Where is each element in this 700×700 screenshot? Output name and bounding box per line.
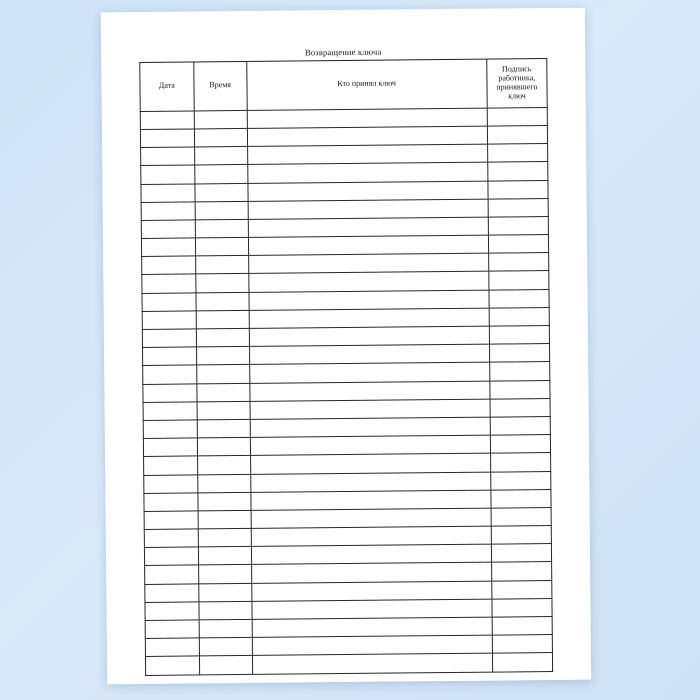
cell-signature-value	[493, 635, 552, 653]
cell-receiver[interactable]	[248, 181, 488, 201]
column-header-receiver: Кто принял ключ	[246, 59, 487, 110]
cell-time-value	[196, 311, 248, 329]
cell-date-value	[142, 257, 195, 275]
cell-date-value	[142, 275, 195, 293]
cell-signature-value	[492, 581, 551, 599]
cell-time[interactable]	[199, 638, 252, 657]
cell-signature-value	[489, 272, 548, 290]
cell-signature-value	[492, 599, 551, 617]
cell-receiver[interactable]	[248, 253, 488, 273]
cell-signature-value	[488, 181, 547, 199]
cell-receiver-value	[251, 527, 490, 546]
cell-signature[interactable]	[490, 398, 550, 417]
cell-signature[interactable]	[492, 598, 552, 617]
cell-time[interactable]	[197, 456, 250, 475]
table-header	[140, 59, 547, 111]
cell-receiver-value	[251, 490, 490, 509]
cell-receiver[interactable]	[251, 508, 491, 528]
cell-receiver[interactable]	[249, 308, 489, 328]
cell-signature[interactable]	[491, 526, 551, 545]
column-header-time: Время	[193, 62, 246, 111]
cell-time-value	[199, 547, 251, 565]
cell-signature-value	[491, 508, 550, 526]
cell-receiver-value	[249, 290, 488, 309]
cell-date-value	[143, 384, 196, 402]
cell-receiver-value	[250, 399, 489, 418]
cell-date-value	[141, 166, 194, 184]
cell-signature[interactable]	[490, 380, 550, 399]
cell-date-value	[145, 566, 198, 584]
cell-receiver-value	[252, 618, 491, 637]
cell-signature[interactable]	[488, 198, 548, 217]
cell-time-value	[195, 202, 247, 220]
cell-signature[interactable]	[489, 307, 549, 326]
cell-receiver-value	[250, 381, 489, 400]
cell-date[interactable]	[142, 311, 196, 330]
cell-time-value	[195, 147, 247, 165]
cell-time[interactable]	[198, 528, 251, 547]
cell-receiver[interactable]	[249, 290, 489, 310]
cell-receiver-value	[249, 308, 488, 327]
cell-receiver[interactable]	[252, 617, 492, 637]
key-return-table	[139, 59, 553, 676]
cell-signature-value	[488, 199, 547, 217]
cell-receiver[interactable]	[251, 526, 491, 546]
cell-time-value	[199, 565, 251, 583]
cell-time-value	[197, 384, 249, 402]
cell-receiver-value	[248, 127, 487, 146]
cell-time-value	[198, 511, 250, 529]
cell-date-value	[141, 148, 194, 166]
cell-date-value	[144, 402, 197, 420]
cell-signature[interactable]	[488, 216, 548, 235]
cell-receiver[interactable]	[250, 399, 490, 419]
cell-date-value	[141, 111, 194, 129]
column-header-signature: Подпись работника, принявшего ключ	[487, 59, 548, 108]
cell-signature-value	[489, 290, 548, 308]
cell-receiver-value	[249, 327, 488, 346]
cell-date[interactable]	[144, 511, 198, 530]
cell-time[interactable]	[194, 110, 247, 129]
cell-receiver-value	[248, 145, 487, 164]
cell-signature-value	[489, 253, 548, 271]
cell-time[interactable]	[194, 165, 247, 184]
cell-date[interactable]	[142, 256, 196, 275]
cell-date-value	[146, 620, 199, 638]
cell-signature-value	[492, 562, 551, 580]
cell-time-value	[200, 656, 252, 674]
cell-time-value	[200, 638, 252, 656]
cell-receiver-value	[249, 254, 488, 273]
cell-date[interactable]	[143, 384, 197, 403]
cell-signature-value	[492, 617, 551, 635]
cell-time[interactable]	[196, 365, 249, 384]
cell-signature[interactable]	[491, 562, 551, 581]
cell-time[interactable]	[198, 583, 251, 602]
cell-signature[interactable]	[487, 126, 547, 145]
cell-signature[interactable]	[488, 253, 548, 272]
cell-receiver-value	[249, 236, 488, 255]
cell-date[interactable]	[145, 565, 199, 584]
cell-date-value	[145, 530, 198, 548]
cell-date-value	[144, 457, 197, 475]
cell-date[interactable]	[144, 547, 198, 566]
cell-signature-value	[490, 417, 549, 435]
cell-date[interactable]	[141, 202, 195, 221]
cell-time-value	[196, 220, 248, 238]
cell-time-value	[196, 293, 248, 311]
cell-receiver-value	[248, 199, 487, 218]
cell-date[interactable]	[143, 347, 197, 366]
cell-receiver-value	[252, 545, 491, 564]
cell-date[interactable]	[145, 602, 199, 621]
cell-date[interactable]	[144, 493, 198, 512]
cell-signature[interactable]	[490, 453, 550, 472]
cell-time[interactable]	[197, 383, 250, 402]
cell-time[interactable]	[197, 438, 250, 457]
cell-signature[interactable]	[489, 362, 549, 381]
cell-time[interactable]	[198, 510, 251, 529]
cell-signature[interactable]	[491, 544, 551, 563]
cell-date-value	[144, 439, 197, 457]
cell-signature[interactable]	[492, 617, 552, 636]
cell-signature[interactable]	[490, 435, 550, 454]
cell-date-value	[143, 348, 196, 366]
cell-receiver-value	[251, 454, 490, 473]
cell-date[interactable]	[145, 656, 199, 675]
cell-receiver-value	[251, 472, 490, 491]
cell-time[interactable]	[195, 219, 248, 238]
cell-receiver[interactable]	[249, 363, 489, 383]
cell-date-value	[143, 311, 196, 329]
page-title: Возвращение ключа	[139, 46, 547, 63]
cell-receiver-value	[250, 363, 489, 382]
cell-time-value	[199, 620, 251, 638]
cell-time[interactable]	[196, 328, 249, 347]
cell-date[interactable]	[144, 529, 198, 548]
cell-date[interactable]	[140, 111, 194, 130]
cell-receiver-value	[250, 418, 489, 437]
cell-date[interactable]	[141, 238, 195, 257]
cell-signature[interactable]	[487, 107, 547, 126]
cell-date-value	[143, 329, 196, 347]
cell-time-value	[199, 602, 251, 620]
cell-date-value	[145, 511, 198, 529]
cell-date-value	[143, 366, 196, 384]
cell-signature-value	[489, 235, 548, 253]
cell-signature-value	[491, 435, 550, 453]
cell-receiver[interactable]	[247, 162, 487, 182]
cell-time-value	[195, 165, 247, 183]
cell-date-value	[142, 293, 195, 311]
cell-time-value	[196, 256, 248, 274]
cell-time-value	[198, 493, 250, 511]
cell-receiver[interactable]	[247, 108, 487, 128]
cell-receiver-value	[251, 436, 490, 455]
cell-time-value	[198, 438, 250, 456]
cell-time[interactable]	[198, 547, 251, 566]
cell-time[interactable]	[199, 601, 252, 620]
cell-receiver-value	[247, 108, 486, 127]
cell-receiver[interactable]	[248, 217, 488, 237]
cell-date[interactable]	[144, 474, 198, 493]
cell-receiver[interactable]	[250, 453, 490, 473]
document-sheet	[101, 8, 591, 685]
cell-time-value	[197, 329, 249, 347]
cell-date[interactable]	[142, 329, 196, 348]
cell-date-value	[142, 220, 195, 238]
cell-receiver-value	[248, 181, 487, 200]
table-header-row	[140, 59, 547, 111]
cell-receiver[interactable]	[248, 235, 488, 255]
cell-time-value	[198, 474, 250, 492]
cell-time[interactable]	[194, 147, 247, 166]
cell-receiver[interactable]	[247, 144, 487, 164]
cell-date[interactable]	[145, 638, 199, 657]
cell-time-value	[197, 365, 249, 383]
cell-time[interactable]	[196, 292, 249, 311]
cell-time-value	[197, 402, 249, 420]
cell-date-value	[145, 548, 198, 566]
cell-receiver[interactable]	[252, 635, 492, 655]
cell-receiver-value	[249, 272, 488, 291]
cell-date[interactable]	[141, 165, 195, 184]
cell-time-value	[194, 111, 246, 129]
cell-receiver-value	[252, 563, 491, 582]
cell-time-value	[199, 584, 251, 602]
cell-time[interactable]	[197, 474, 250, 493]
cell-signature-value	[490, 362, 549, 380]
cell-time-value	[196, 274, 248, 292]
cell-signature[interactable]	[488, 235, 548, 254]
cell-date-value	[145, 602, 198, 620]
cell-receiver[interactable]	[251, 563, 491, 583]
cell-signature[interactable]	[487, 144, 547, 163]
cell-time[interactable]	[197, 401, 250, 420]
cell-date[interactable]	[143, 420, 197, 439]
cell-time[interactable]	[199, 656, 252, 675]
cell-receiver[interactable]	[248, 199, 488, 219]
table-body	[140, 107, 552, 675]
cell-receiver[interactable]	[252, 654, 492, 674]
cell-receiver[interactable]	[250, 417, 490, 437]
cell-signature[interactable]	[491, 507, 551, 526]
sheet-content	[139, 46, 553, 658]
cell-signature-value	[487, 108, 546, 126]
table-row	[145, 653, 552, 675]
cell-time[interactable]	[196, 347, 249, 366]
cell-date[interactable]	[143, 438, 197, 457]
cell-signature-value	[491, 526, 550, 544]
cell-date[interactable]	[145, 620, 199, 639]
cell-receiver[interactable]	[250, 435, 490, 455]
cell-time[interactable]	[195, 201, 248, 220]
cell-signature[interactable]	[488, 180, 548, 199]
cell-signature[interactable]	[489, 271, 549, 290]
cell-signature-value	[491, 472, 550, 490]
cell-date-value	[144, 420, 197, 438]
cell-signature-value	[493, 653, 552, 671]
cell-date[interactable]	[140, 129, 194, 148]
cell-time[interactable]	[197, 419, 250, 438]
cell-date-value	[142, 202, 195, 220]
cell-signature[interactable]	[489, 326, 549, 345]
cell-date-value	[146, 657, 199, 675]
cell-date[interactable]	[141, 220, 195, 239]
cell-receiver[interactable]	[249, 326, 489, 346]
cell-time[interactable]	[198, 565, 251, 584]
cell-receiver-value	[251, 509, 490, 528]
cell-date[interactable]	[144, 456, 198, 475]
cell-date-value	[142, 239, 195, 257]
cell-date[interactable]	[142, 274, 196, 293]
cell-time[interactable]	[195, 238, 248, 257]
cell-time[interactable]	[198, 492, 251, 511]
cell-date[interactable]	[141, 183, 195, 202]
cell-time-value	[196, 238, 248, 256]
cell-date-value	[141, 129, 194, 147]
cell-time[interactable]	[194, 128, 247, 147]
cell-date-value	[144, 475, 197, 493]
cell-time[interactable]	[196, 274, 249, 293]
cell-signature[interactable]	[492, 653, 552, 672]
cell-signature-value	[490, 326, 549, 344]
cell-signature[interactable]	[491, 489, 551, 508]
cell-signature-value	[490, 344, 549, 362]
cell-signature[interactable]	[490, 416, 550, 435]
cell-signature[interactable]	[489, 289, 549, 308]
cell-time-value	[198, 456, 250, 474]
cell-receiver[interactable]	[252, 599, 492, 619]
cell-time-value	[198, 529, 250, 547]
cell-receiver-value	[252, 581, 491, 600]
cell-signature[interactable]	[492, 635, 552, 654]
cell-signature-value	[491, 490, 550, 508]
cell-signature-value	[491, 453, 550, 471]
cell-date[interactable]	[145, 584, 199, 603]
cell-date-value	[141, 184, 194, 202]
cell-time-value	[197, 347, 249, 365]
cell-receiver[interactable]	[251, 581, 491, 601]
cell-date-value	[146, 639, 199, 657]
cell-date[interactable]	[143, 402, 197, 421]
cell-signature-value	[492, 544, 551, 562]
cell-signature-value	[490, 399, 549, 417]
cell-time[interactable]	[195, 256, 248, 275]
cell-receiver-value	[252, 599, 491, 618]
column-header-date: Дата	[140, 62, 194, 111]
cell-receiver[interactable]	[249, 344, 489, 364]
cell-signature[interactable]	[487, 162, 547, 181]
cell-date-value	[145, 584, 198, 602]
cell-receiver[interactable]	[251, 544, 491, 564]
cell-signature[interactable]	[492, 580, 552, 599]
cell-date[interactable]	[143, 365, 197, 384]
cell-signature-value	[489, 217, 548, 235]
cell-date[interactable]	[141, 147, 195, 166]
cell-time-value	[195, 129, 247, 147]
cell-signature[interactable]	[490, 471, 550, 490]
cell-signature-value	[489, 308, 548, 326]
cell-receiver[interactable]	[250, 472, 490, 492]
cell-signature-value	[488, 126, 547, 144]
cell-receiver-value	[253, 654, 492, 673]
cell-date[interactable]	[142, 293, 196, 312]
cell-time-value	[195, 183, 247, 201]
cell-time-value	[197, 420, 249, 438]
cell-time[interactable]	[195, 183, 248, 202]
cell-signature-value	[488, 162, 547, 180]
cell-receiver-value	[252, 636, 491, 655]
cell-signature-value	[490, 381, 549, 399]
cell-signature[interactable]	[489, 344, 549, 363]
cell-receiver[interactable]	[248, 272, 488, 292]
cell-time[interactable]	[199, 619, 252, 638]
cell-signature-value	[488, 144, 547, 162]
cell-receiver-value	[248, 163, 487, 182]
cell-date-value	[144, 493, 197, 511]
cell-receiver[interactable]	[247, 126, 487, 146]
cell-receiver-value	[248, 218, 487, 237]
cell-time[interactable]	[196, 310, 249, 329]
cell-receiver[interactable]	[249, 381, 489, 401]
cell-receiver[interactable]	[251, 490, 491, 510]
cell-receiver-value	[250, 345, 489, 364]
